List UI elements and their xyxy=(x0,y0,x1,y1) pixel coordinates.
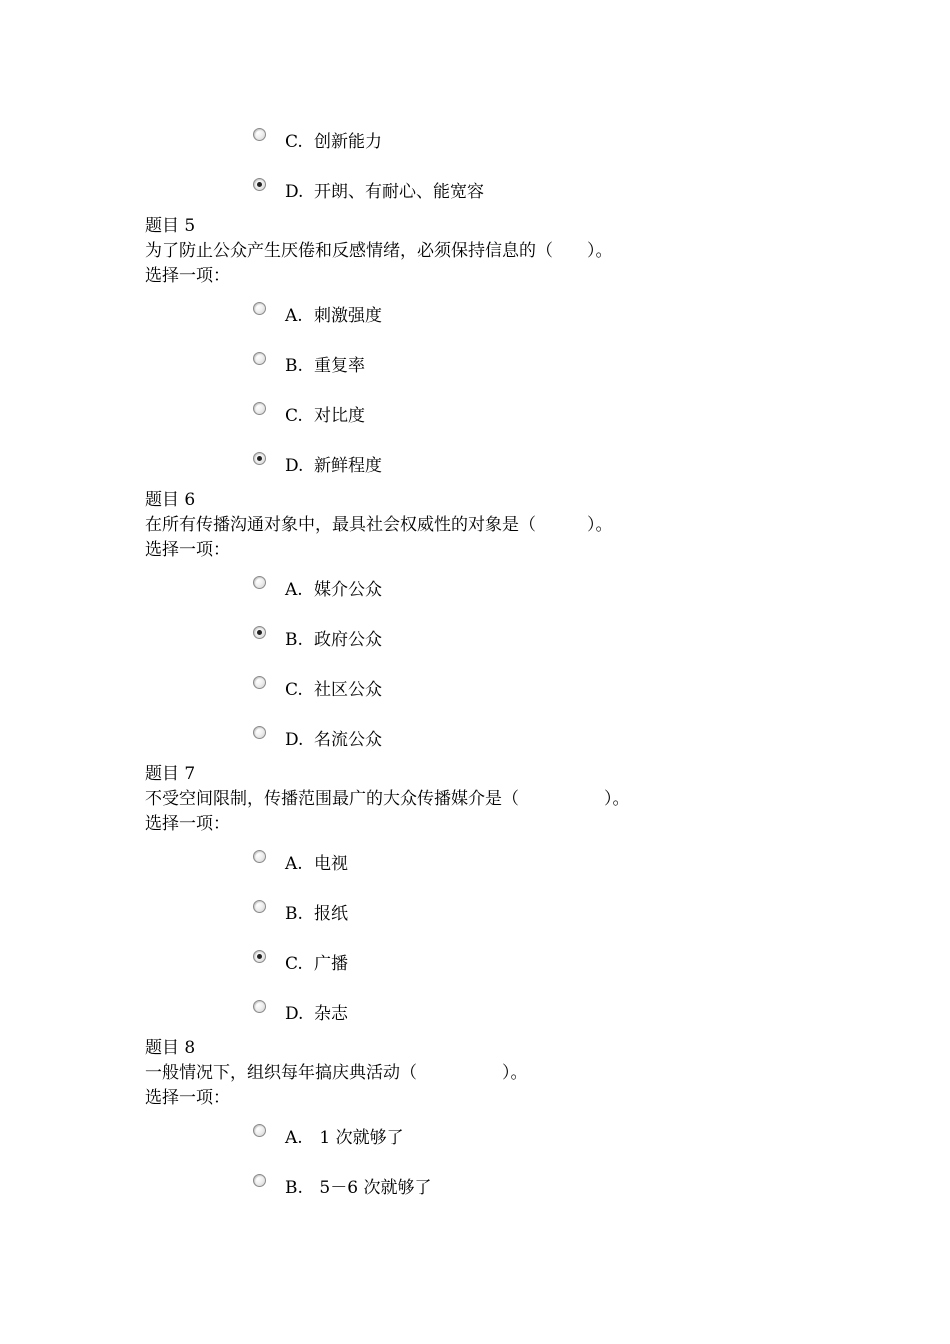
q6-option-c[interactable] xyxy=(253,676,753,700)
question-8-text: 一般情况下，组织每年搞庆典活动（ ）。 xyxy=(145,1063,528,1083)
radio-button[interactable] xyxy=(253,576,266,589)
option-text: 5－6 次就够了 xyxy=(314,1178,432,1198)
option-text: 社区公众 xyxy=(314,680,382,700)
option-letter: C. xyxy=(285,954,303,974)
option-letter: B. xyxy=(285,904,303,924)
q7-option-b[interactable] xyxy=(253,900,753,924)
option-letter: A. xyxy=(285,1128,303,1148)
option-text: 广播 xyxy=(314,954,348,974)
radio-button[interactable] xyxy=(253,128,266,141)
question-7-prompt: 选择一项： xyxy=(145,814,230,834)
q5-option-b[interactable] xyxy=(253,352,753,376)
q6-option-d[interactable] xyxy=(253,726,753,750)
option-letter: C. xyxy=(285,406,303,426)
option-letter: D. xyxy=(285,730,304,750)
option-letter: D. xyxy=(285,456,304,476)
option-text: 对比度 xyxy=(314,406,365,426)
option-text: 开朗、有耐心、能宽容 xyxy=(314,182,484,202)
question-8-prompt: 选择一项： xyxy=(145,1088,230,1108)
radio-button-selected[interactable] xyxy=(253,452,266,465)
radio-button[interactable] xyxy=(253,726,266,739)
option-text: 媒介公众 xyxy=(314,580,382,600)
option-text: 政府公众 xyxy=(314,630,382,650)
radio-button[interactable] xyxy=(253,900,266,913)
radio-button[interactable] xyxy=(253,850,266,863)
q4-option-c[interactable] xyxy=(253,128,753,152)
q7-option-a[interactable] xyxy=(253,850,753,874)
radio-button-selected[interactable] xyxy=(253,950,266,963)
option-text: 刺激强度 xyxy=(314,306,382,326)
radio-button[interactable] xyxy=(253,1124,266,1137)
option-text: 新鲜程度 xyxy=(314,456,382,476)
question-7-heading: 题目 7 xyxy=(145,764,196,784)
radio-button[interactable] xyxy=(253,352,266,365)
option-letter: C. xyxy=(285,680,303,700)
option-letter: B. xyxy=(285,630,303,650)
radio-button-selected[interactable] xyxy=(253,626,266,639)
radio-button[interactable] xyxy=(253,1174,266,1187)
radio-button[interactable] xyxy=(253,302,266,315)
radio-button[interactable] xyxy=(253,1000,266,1013)
option-text: 报纸 xyxy=(314,904,348,924)
q6-option-b[interactable] xyxy=(253,626,753,650)
option-letter: C. xyxy=(285,132,303,152)
radio-button-selected[interactable] xyxy=(253,178,266,191)
q5-option-d[interactable] xyxy=(253,452,753,476)
option-letter: B. xyxy=(285,356,303,376)
q4-option-d[interactable] xyxy=(253,178,753,202)
option-text: 重复率 xyxy=(314,356,365,376)
question-6-text: 在所有传播沟通对象中，最具社会权威性的对象是（ ）。 xyxy=(145,515,613,535)
question-7-text: 不受空间限制，传播范围最广的大众传播媒介是（ ）。 xyxy=(145,789,630,809)
option-text: 1 次就够了 xyxy=(314,1128,404,1148)
question-6-prompt: 选择一项： xyxy=(145,540,230,560)
question-5-heading: 题目 5 xyxy=(145,216,196,236)
question-5-prompt: 选择一项： xyxy=(145,266,230,286)
option-letter: B. xyxy=(285,1178,303,1198)
q5-option-a[interactable] xyxy=(253,302,753,326)
q8-option-a[interactable] xyxy=(253,1124,753,1148)
option-letter: A. xyxy=(285,306,303,326)
option-text: 杂志 xyxy=(314,1004,348,1024)
question-6-heading: 题目 6 xyxy=(145,490,196,510)
q6-option-a[interactable] xyxy=(253,576,753,600)
option-letter: D. xyxy=(285,1004,304,1024)
option-letter: A. xyxy=(285,854,303,874)
option-text: 名流公众 xyxy=(314,730,382,750)
q7-option-d[interactable] xyxy=(253,1000,753,1024)
question-8-heading: 题目 8 xyxy=(145,1038,196,1058)
q7-option-c[interactable] xyxy=(253,950,753,974)
question-5-text: 为了防止公众产生厌倦和反感情绪，必须保持信息的（ ）。 xyxy=(145,241,613,261)
q8-option-b[interactable] xyxy=(253,1174,753,1198)
option-text: 电视 xyxy=(314,854,348,874)
option-letter: D. xyxy=(285,182,304,202)
option-text: 创新能力 xyxy=(314,132,382,152)
option-letter: A. xyxy=(285,580,303,600)
radio-button[interactable] xyxy=(253,676,266,689)
radio-button[interactable] xyxy=(253,402,266,415)
q5-option-c[interactable] xyxy=(253,402,753,426)
